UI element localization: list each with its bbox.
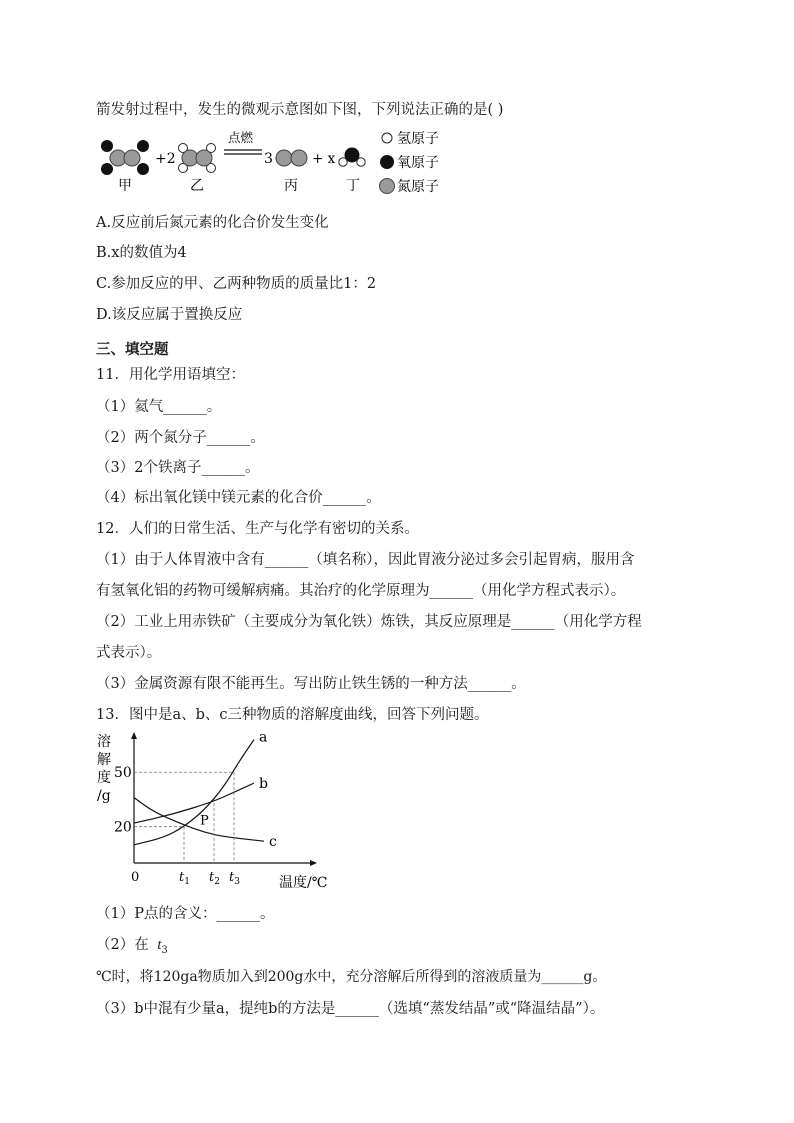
label-ding: 丁 <box>346 178 360 194</box>
q11-item-4: （4）标出氧化镁中镁元素的化合价______。 <box>96 490 381 506</box>
nitrogen-atom-icon <box>380 179 395 194</box>
option-b: B.x的数值为4 <box>96 245 187 261</box>
x-tick-label-t2: $t_2$ <box>209 870 220 887</box>
q12-line-3: （2）工业上用赤铁矿（主要成分为氧化铁）炼铁，其反应原理是______（用化学方程 <box>96 614 642 630</box>
option-d: D.该反应属于置换反应 <box>96 307 243 323</box>
curve-c <box>134 798 264 842</box>
y-tick-label-20: 20 <box>114 819 132 836</box>
q13-item-2 <box>96 933 168 956</box>
y-axis-label-3: /g <box>97 788 111 804</box>
question-11-stem: 11．用化学用语填空： <box>96 367 245 383</box>
q12-line-4: 式表示）。 <box>96 645 162 661</box>
legend-nitrogen: 氮原子 <box>397 179 439 195</box>
curve-label-b: b <box>259 776 268 793</box>
molecule-jia <box>101 140 149 175</box>
q13-item-2-cont: ℃时，将120ga物质加入到200g水中，充分溶解后所得到的溶液质量为______g。 <box>96 969 607 985</box>
reaction-diagram <box>96 126 456 196</box>
t3-subscript: 3 <box>161 944 168 956</box>
option-a: A.反应前后氮元素的化合价发生变化 <box>96 215 329 231</box>
q12-line-2: 有氢氧化铝的药物可缓解病痛。其治疗的化学原理为______（用化学方程式表示）。 <box>96 583 626 599</box>
x-axis-arrow <box>310 860 317 866</box>
q13-item-1: （1）P点的含义：______。 <box>96 906 275 922</box>
molecule-ding <box>339 148 365 167</box>
question-12-stem: 12．人们的日常生活、生产与化学有密切的关系。 <box>96 521 419 537</box>
q11-item-1: （1）氦气______。 <box>96 399 222 415</box>
reaction-condition: 点燃 <box>228 130 254 145</box>
q12-line-1: （1）由于人体胃液中含有______（填名称），因此胃液分泌过多会引起胃病，服用含 <box>96 552 635 568</box>
point-p-label: P <box>200 813 209 829</box>
coef-bing: 3 <box>264 151 273 167</box>
molecule-yi <box>179 144 216 173</box>
y-axis-label-1: 解 <box>97 752 111 768</box>
origin-label: 0 <box>131 870 140 885</box>
x-tick-label-t3: $t_3$ <box>229 870 240 887</box>
y-axis-label-2: 度 <box>97 770 111 786</box>
q12-line-5: （3）金属资源有限不能再生。写出防止铁生锈的一种方法______。 <box>96 676 526 692</box>
hydrogen-atom-icon <box>382 133 392 143</box>
y-axis-label-0: 溶 <box>97 734 111 750</box>
curve-label-a: a <box>259 729 268 746</box>
oxygen-atom-icon <box>380 155 394 169</box>
coef-yi: +2 <box>155 151 176 167</box>
q11-item-2: （2）两个氮分子______。 <box>96 430 265 446</box>
label-jia: 甲 <box>118 178 132 194</box>
label-yi: 乙 <box>190 178 204 194</box>
legend-hydrogen: 氢原子 <box>397 131 439 147</box>
x-axis-label: 温度/℃ <box>279 875 328 891</box>
x-tick-label-t1: $t_1$ <box>179 870 190 887</box>
q13-item-3: （3）b中混有少量a，提纯b的方法是______（选填“蒸发结晶”或“降温结晶”）。 <box>96 1001 605 1017</box>
question-10-stem: 箭发射过程中，发生的微观示意图如下图，下列说法正确的是( ) <box>96 102 504 118</box>
section-title: 三、填空题 <box>96 342 169 358</box>
curve-label-c: c <box>269 834 277 851</box>
option-c: C.参加反应的甲、乙两种物质的质量比1：2 <box>96 276 377 292</box>
q13-item-2-text: （2）在 <box>96 937 149 953</box>
legend-oxygen: 氧原子 <box>397 155 439 171</box>
t3-symbol: t <box>157 937 162 953</box>
curve-b <box>134 783 254 823</box>
y-tick-label-50: 50 <box>114 765 132 782</box>
legend <box>380 131 440 195</box>
molecule-bing <box>276 150 307 166</box>
label-bing: 丙 <box>284 178 298 194</box>
solubility-chart <box>96 729 328 891</box>
question-13-stem: 13．图中是a、b、c三种物质的溶解度曲线，回答下列问题。 <box>96 707 489 723</box>
y-axis-arrow <box>131 732 137 739</box>
q11-item-3: （3）2个铁离子______。 <box>96 460 260 476</box>
coef-ding: + x <box>312 151 336 167</box>
